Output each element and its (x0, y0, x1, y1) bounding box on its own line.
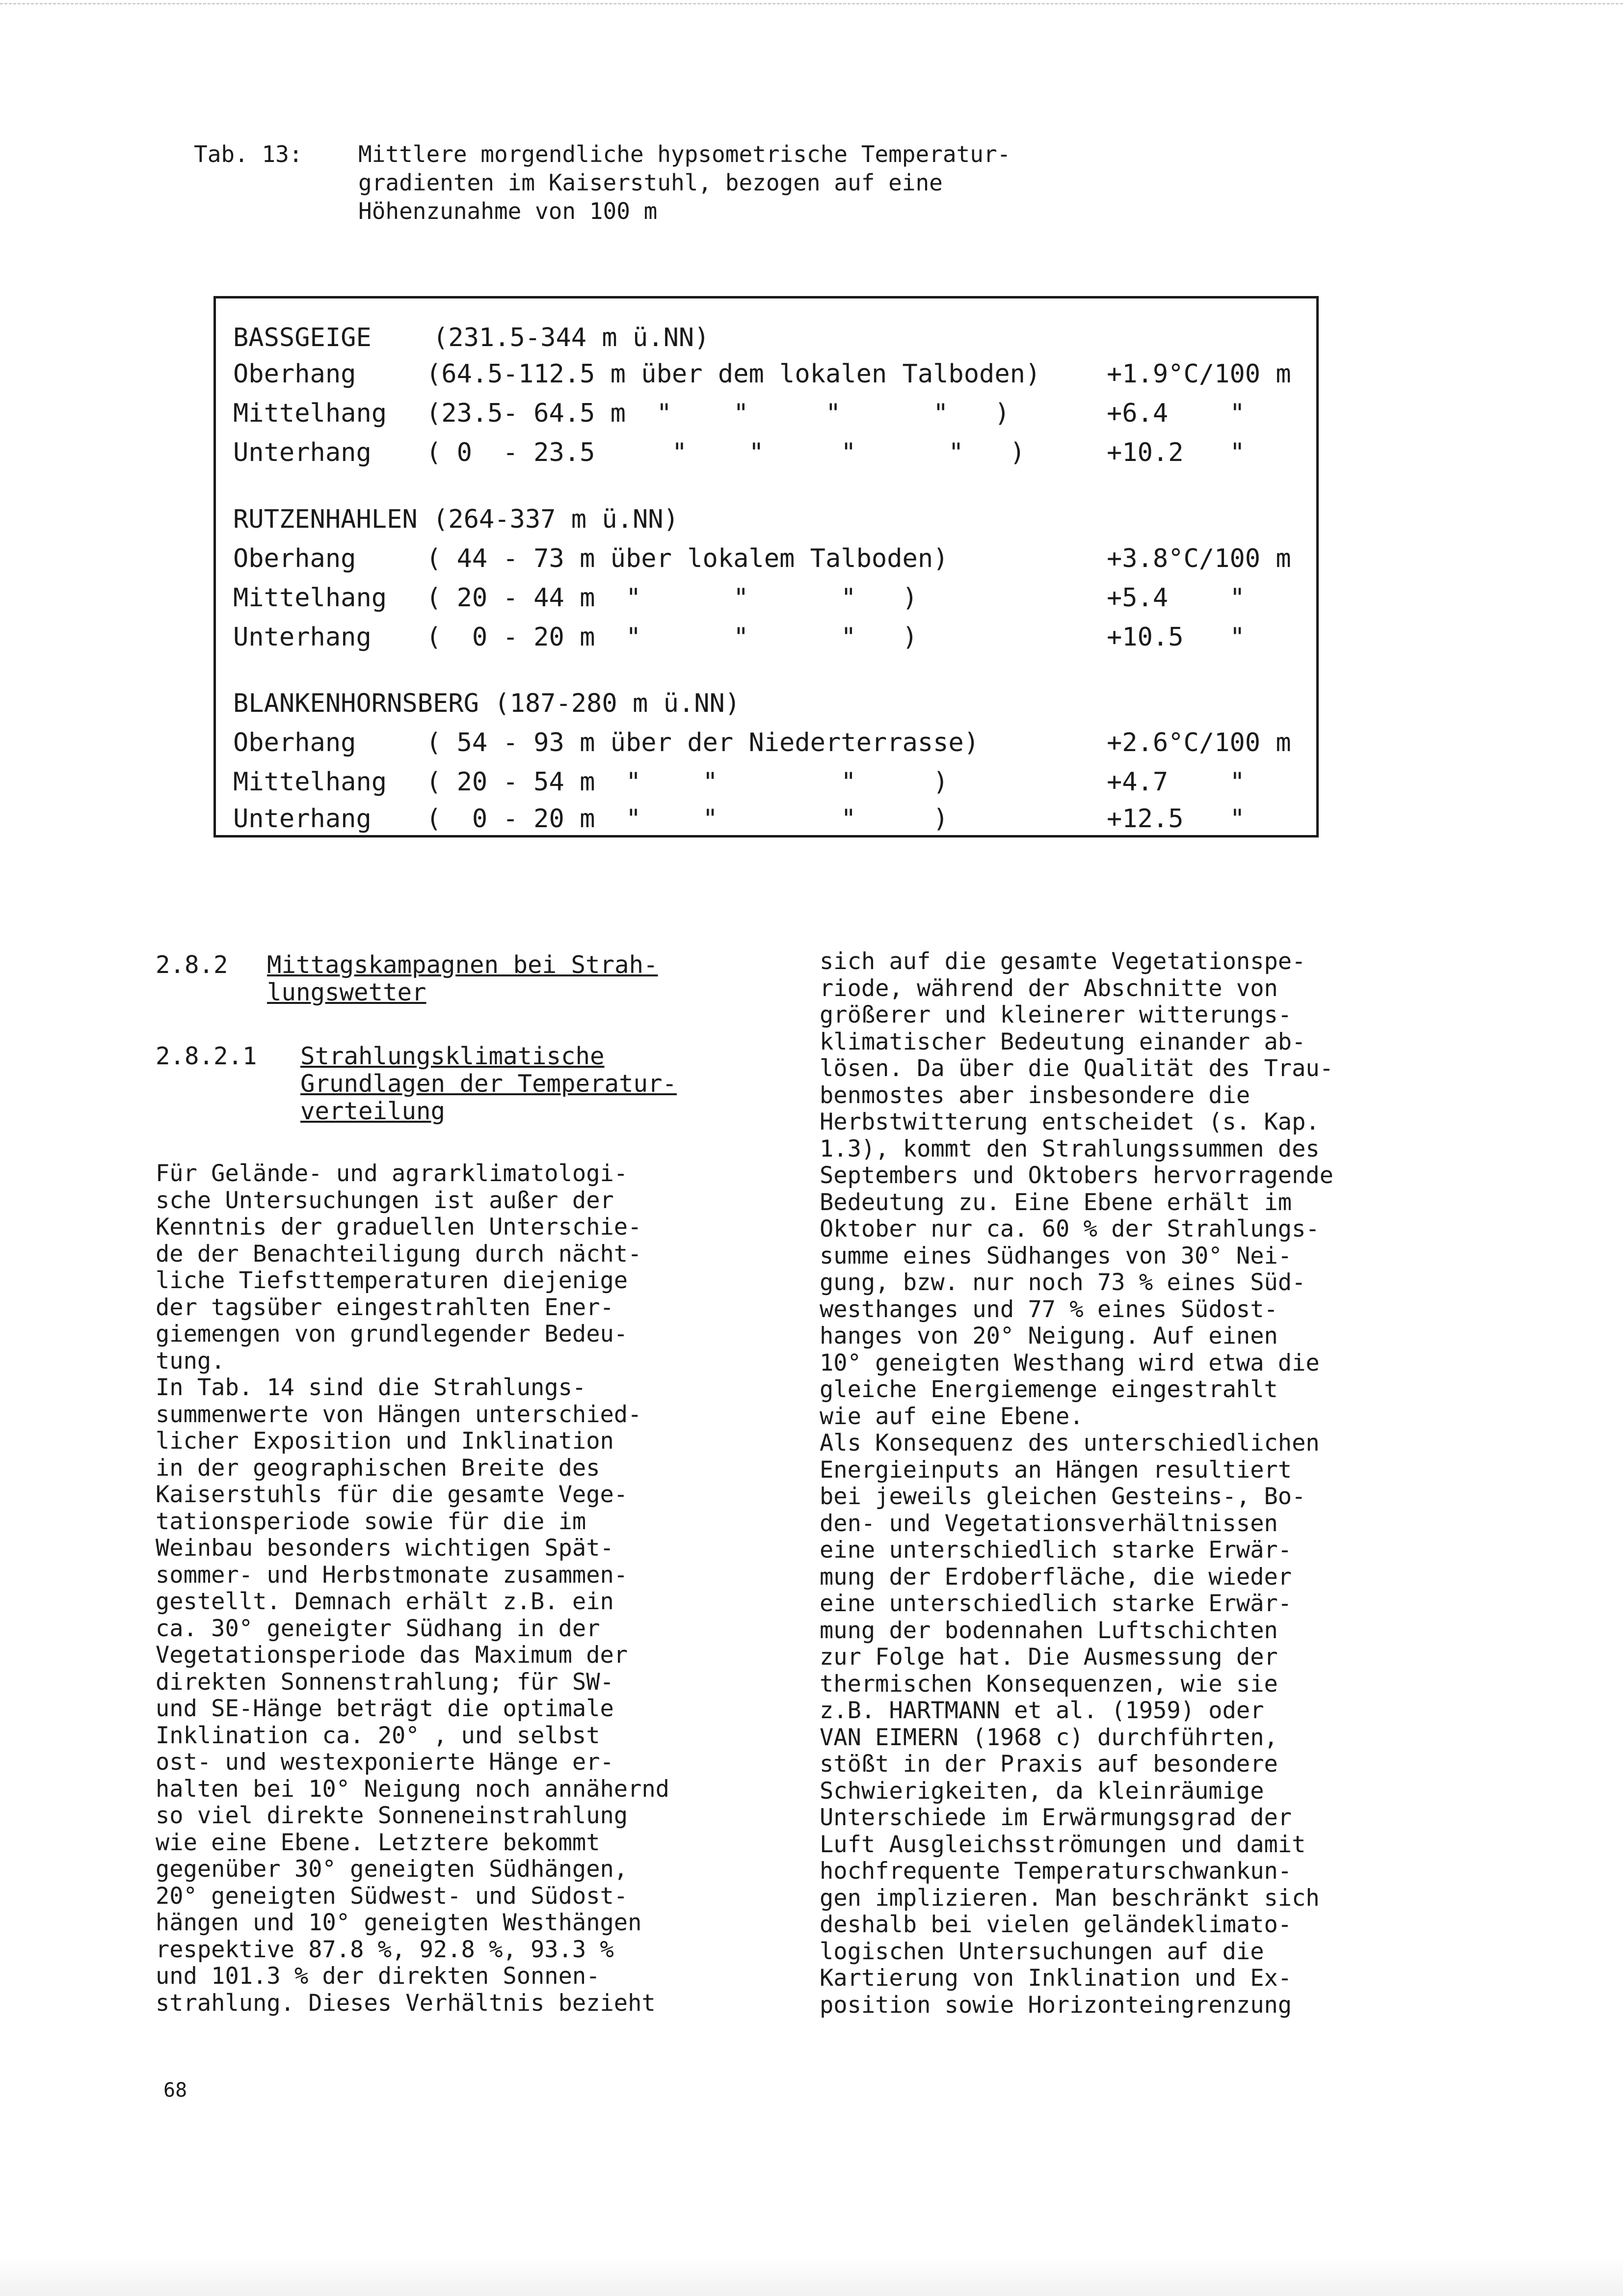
row-label: Unterhang (233, 622, 372, 652)
row-label: Oberhang (233, 544, 356, 573)
text-line: Als Konsequenz des unterschiedlichen (820, 1430, 1320, 1457)
row-value: +10.5 " (1107, 622, 1245, 652)
row-range: ( 54 - 93 m über der Niederterrasse) (426, 728, 980, 757)
table-row (216, 438, 1316, 477)
text-line: riode, während der Abschnitte von (820, 974, 1278, 1002)
text-line: de der Benachteiligung durch nächt- (156, 1240, 642, 1268)
row-range: ( 0 - 23.5 " " " " ) (426, 438, 1025, 467)
left-text-column (156, 1161, 769, 2017)
row-range: ( 44 - 73 m über lokalem Talboden) (426, 544, 949, 573)
gradient-table (213, 296, 1319, 837)
text-line: sich auf die gesamte Vegetationspe- (820, 948, 1306, 975)
row-label: Mittelhang (233, 767, 387, 797)
text-line: summe eines Südhanges von 30° Nei- (820, 1242, 1292, 1270)
text-line: gen implizieren. Man beschränkt sich (820, 1884, 1320, 1912)
row-value: +4.7 " (1107, 767, 1245, 797)
row-label: Unterhang (233, 804, 372, 834)
table-row (216, 399, 1316, 438)
text-line: Schwierigkeiten, da kleinräumige (820, 1777, 1264, 1805)
subsection-number: 2.8.2.1 (156, 1042, 257, 1070)
text-line: deshalb bei vielen geländeklimato- (820, 1911, 1292, 1938)
row-range: ( 20 - 54 m " " " ) (426, 767, 949, 797)
text-line: In Tab. 14 sind die Strahlungs- (156, 1374, 586, 1401)
text-line: giemengen von grundlegender Bedeu- (156, 1321, 628, 1348)
text-line: benmostes aber insbesondere die (820, 1081, 1251, 1109)
row-label: Oberhang (233, 728, 356, 757)
text-line: eine unterschiedlich starke Erwär- (820, 1590, 1292, 1617)
text-line: Luft Ausgleichsströmungen und damit (820, 1831, 1306, 1858)
text-line: in der geographischen Breite des (156, 1454, 600, 1482)
scan-top-edge (0, 3, 1623, 4)
table-row (216, 359, 1316, 399)
row-value: +12.5 " (1107, 804, 1245, 834)
text-line: VAN EIMERN (1968 c) durchführten, (820, 1724, 1278, 1751)
text-line: respektive 87.8 %, 92.8 %, 93.3 % (156, 1936, 614, 1963)
table-row (216, 544, 1316, 583)
text-line: Bedeutung zu. Eine Ebene erhält im (820, 1189, 1292, 1216)
text-line: der tagsüber eingestrahlten Ener- (156, 1294, 614, 1321)
text-line: hanges von 20° Neigung. Auf einen (820, 1323, 1278, 1350)
text-line: gleiche Energiemenge eingestrahlt (820, 1376, 1278, 1403)
text-line: 1.3), kommt den Strahlungssummen des (820, 1135, 1320, 1162)
text-line: Energieinputs an Hängen resultiert (820, 1456, 1292, 1484)
text-line: und SE-Hänge beträgt die optimale (156, 1695, 614, 1722)
text-line: Herbstwitterung entscheidet (s. Kap. (820, 1108, 1320, 1135)
caption-line: gradienten im Kaiserstuhl, bezogen auf eine (358, 169, 943, 196)
row-range: (23.5- 64.5 m " " " " ) (426, 399, 1010, 428)
text-line: mung der Erdoberfläche, die wieder (820, 1563, 1292, 1591)
text-line: Oktober nur ca. 60 % der Strahlungs- (820, 1216, 1320, 1243)
row-range: ( 20 - 44 m " " " ) (426, 583, 918, 613)
text-line: wie auf eine Ebene. (820, 1403, 1084, 1430)
group-title-rutzenhahlen: RUTZENHAHLEN (264-337 m ü.NN) (233, 505, 679, 534)
text-line: stößt in der Praxis auf besondere (820, 1751, 1278, 1778)
row-range: ( 0 - 20 m " " " ) (426, 804, 949, 834)
text-line: eine unterschiedlich starke Erwär- (820, 1537, 1292, 1564)
table-row (216, 804, 1316, 843)
table-row (216, 728, 1316, 767)
text-line: Vegetationsperiode das Maximum der (156, 1642, 628, 1669)
text-line: gung, bzw. nur noch 73 % eines Süd- (820, 1269, 1306, 1296)
table-row (216, 622, 1316, 662)
text-line: Inklination ca. 20° , und selbst (156, 1722, 600, 1749)
row-range: ( 0 - 20 m " " " ) (426, 622, 918, 652)
text-line: Unterschiede im Erwärmungsgrad der (820, 1804, 1292, 1831)
text-line: ca. 30° geneigter Südhang in der (156, 1615, 600, 1642)
row-value: +2.6°C/100 m (1107, 728, 1291, 757)
text-line: gestellt. Demnach erhält z.B. ein (156, 1588, 614, 1615)
text-line: hängen und 10° geneigten Westhängen (156, 1909, 642, 1936)
text-line: tationsperiode sowie für die im (156, 1508, 586, 1535)
row-label: Oberhang (233, 359, 356, 389)
group-title-bassgeige: BASSGEIGE (231.5-344 m ü.NN) (233, 323, 710, 352)
text-line: gegenüber 30° geneigten Südhängen, (156, 1856, 628, 1883)
row-label: Mittelhang (233, 583, 387, 613)
row-label: Unterhang (233, 438, 372, 467)
text-line: licher Exposition und Inklination (156, 1428, 614, 1455)
text-line: Kaiserstuhls für die gesamte Vege- (156, 1481, 628, 1508)
text-line: hochfrequente Temperaturschwankun- (820, 1858, 1292, 1885)
text-line: bei jeweils gleichen Gesteins-, Bo- (820, 1483, 1306, 1510)
section-title-line: lungswetter (267, 978, 426, 1006)
text-line: Kenntnis der graduellen Unterschie- (156, 1214, 642, 1241)
text-line: Kartierung von Inklination und Ex- (820, 1965, 1292, 1992)
text-line: summenwerte von Hängen unterschied- (156, 1401, 642, 1428)
text-line: position sowie Horizonteingrenzung (820, 1991, 1292, 2019)
subsection-title-line: verteilung (300, 1097, 446, 1125)
scan-bottom-edge (0, 2258, 1623, 2296)
text-line: logischen Untersuchungen auf die (820, 1938, 1264, 1965)
text-line: und 101.3 % der direkten Sonnen- (156, 1963, 600, 1990)
text-line: thermischen Konsequenzen, wie sie (820, 1670, 1278, 1698)
text-line: halten bei 10° Neigung noch annähernd (156, 1775, 669, 1803)
subsection-title-line: Grundlagen der Temperatur- (300, 1070, 677, 1098)
text-line: Für Gelände- und agrarklimatologi- (156, 1160, 628, 1187)
text-line: wie eine Ebene. Letztere bekommt (156, 1829, 600, 1856)
text-line: zur Folge hat. Die Ausmessung der (820, 1644, 1278, 1671)
text-line: ost- und westexponierte Hänge er- (156, 1749, 614, 1776)
text-line: 10° geneigten Westhang wird etwa die (820, 1349, 1320, 1377)
caption-line: Höhenzunahme von 100 m (358, 198, 658, 224)
page-number: 68 (163, 2079, 187, 2102)
text-line: z.B. HARTMANN et al. (1959) oder (820, 1697, 1264, 1724)
row-value: +3.8°C/100 m (1107, 544, 1291, 573)
text-line: größerer und kleinerer witterungs- (820, 1001, 1292, 1028)
row-value: +6.4 " (1107, 399, 1245, 428)
table-caption-text (358, 140, 1193, 225)
section-title-line: Mittagskampagnen bei Strah- (267, 951, 658, 979)
text-line: Septembers und Oktobers hervorragende (820, 1162, 1333, 1189)
text-line: sche Untersuchungen ist außer der (156, 1187, 614, 1214)
text-line: Weinbau besonders wichtigen Spät- (156, 1535, 614, 1562)
table-row (216, 583, 1316, 622)
text-line: sommer- und Herbstmonate zusammen- (156, 1561, 628, 1589)
row-label: Mittelhang (233, 399, 387, 428)
table-row (216, 767, 1316, 807)
right-text-column (820, 948, 1433, 2019)
text-line: 20° geneigten Südwest- und Südost- (156, 1882, 628, 1910)
text-line: klimatischer Bedeutung einander ab- (820, 1028, 1306, 1055)
text-line: den- und Vegetationsverhältnissen (820, 1510, 1278, 1537)
subsection-title-line: Strahlungsklimatische (300, 1042, 605, 1070)
text-line: so viel direkte Sonneneinstrahlung (156, 1802, 628, 1829)
row-value: +10.2 " (1107, 438, 1245, 467)
text-line: lösen. Da über die Qualität des Trau- (820, 1055, 1333, 1082)
row-value: +1.9°C/100 m (1107, 359, 1291, 389)
text-line: mung der bodennahen Luftschichten (820, 1617, 1278, 1644)
table-caption-label: Tab. 13: (194, 141, 303, 167)
text-line: direkten Sonnenstrahlung; für SW- (156, 1668, 614, 1696)
text-line: westhanges und 77 % eines Südost- (820, 1296, 1278, 1323)
group-title-blankenhornsberg: BLANKENHORNSBERG (187-280 m ü.NN) (233, 689, 741, 718)
caption-line: Mittlere morgendliche hypsometrische Temperatur- (358, 141, 1011, 167)
text-line: strahlung. Dieses Verhältnis bezieht (156, 1989, 656, 2017)
row-value: +5.4 " (1107, 583, 1245, 613)
text-line: liche Tiefsttemperaturen diejenige (156, 1267, 628, 1294)
section-number: 2.8.2 (156, 951, 228, 979)
text-line: tung. (156, 1347, 225, 1375)
row-range: (64.5-112.5 m über dem lokalen Talboden) (426, 359, 1041, 389)
